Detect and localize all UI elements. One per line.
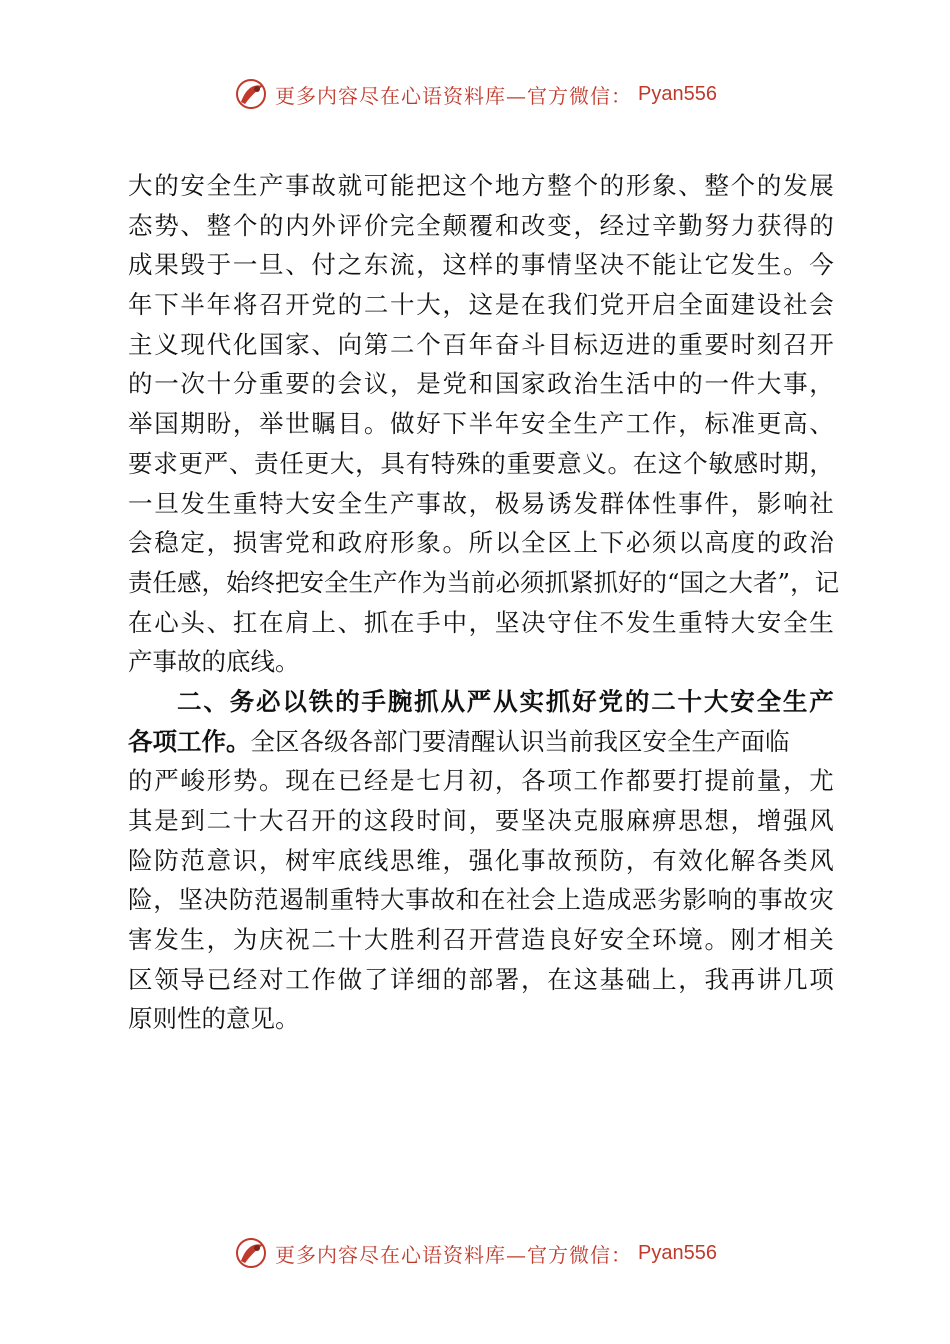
section-heading-continuation (128, 722, 834, 762)
text-line: 一 旦 发 生 重 特 大 安 全 生 产 事 故 ， 极 易 诱 发 群 体 性 事 件 ， 影 响 社 (128, 488, 834, 518)
text-line: 举 国 期 盼 ， 举 世 瞩 目 。 做 好 下 半 年 安 全 生 产 工 作 ， 标 准 更 高 、 (128, 409, 834, 439)
text-line: 成 果 毁 于 一 旦 、 付 之 东 流 ， 这 样 的 事 情 坚 决 不 能 让 它 发 生 。 今 (128, 250, 834, 280)
header-wechat-id: Pyan556 (638, 82, 717, 105)
footer-promo-text: 更多内容尽在心语资料库—官方微信： (275, 1242, 633, 1267)
text-line: 大 的 安 全 生 产 事 故 就 可 能 把 这 个 地 方 整 个 的 形 象 、 整 个 的 发 展 (128, 171, 834, 200)
text-line: 区 领 导 已 经 对 工 作 做 了 详 细 的 部 署 ， 在 这 基 础 上 ， 我 再 讲 几 项 (128, 964, 834, 994)
text-line: 要 求 更 严 、 责 任 更 大 ， 具 有 特 殊 的 重 要 意 义 。 在 这 个 敏 感 时 期 ， (128, 448, 834, 478)
text-line: 会 稳 定 ， 损 害 党 和 政 府 形 象 。 所 以 全 区 上 下 必 须 以 高 度 的 政 治 (128, 528, 834, 558)
brand-logo-icon (233, 1235, 269, 1271)
section-heading: 二 、 务 必 以 铁 的 手 腕 抓 从 严 从 实 抓 好 党 的 二 十 大 安 全 生 产 (177, 686, 834, 716)
paragraph-start: 全区各级各部门要清醒认识当前我区安全生产面临 (250, 726, 790, 756)
text-line: 年 下 半 年 将 召 开 党 的 二 十 大 ， 这 是 在 我 们 党 开 启 全 面 建 设 社 会 (128, 290, 834, 320)
text-line: 主 义 现 代 化 国 家 、 向 第 二 个 百 年 奋 斗 目 标 迈 进 的 重 要 时 刻 召 开 (128, 329, 834, 359)
text-line: 原则性的意见。 (128, 1004, 300, 1034)
footer-watermark (0, 1233, 950, 1273)
text-line: 态 势 、 整 个 的 内 外 评 价 完 全 颠 覆 和 改 变 ， 经 过 辛 勤 努 力 获 得 的 (128, 210, 834, 240)
header-promo-text: 更多内容尽在心语资料库—官方微信： (275, 83, 633, 108)
brand-logo-icon (233, 76, 269, 112)
header-watermark (0, 74, 950, 114)
text-line: 在 心 头 、 扛 在 肩 上 、 抓 在 手 中 ， 坚 决 守 住 不 发 生 重 特 大 安 全 生 (128, 607, 834, 637)
document-body (128, 166, 840, 1039)
section-heading-tail: 各项工作。 (128, 726, 251, 756)
text-line: 害 发 生 ， 为 庆 祝 二 十 大 胜 利 召 开 营 造 良 好 安 全 环 境 。 刚 才 相 关 (128, 925, 834, 955)
text-line: 责 任 感 ， 始 终 把 安 全 生 产 作 为 当 前 必 须 抓 紧 抓 好 的 “ 国 之 大 者 ” ， 记 (128, 567, 840, 597)
text-line: 的 一 次 十 分 重 要 的 会 议 ， 是 党 和 国 家 政 治 生 活 中 的 一 件 大 事 ， (128, 369, 834, 399)
text-line: 产事故的底线。 (128, 647, 300, 677)
footer-wechat-id: Pyan556 (638, 1241, 717, 1264)
text-line: 险 防 范 意 识 ， 树 牢 底 线 思 维 ， 强 化 事 故 预 防 ， 有 效 化 解 各 类 风 (128, 845, 834, 875)
text-line: 其 是 到 二 十 大 召 开 的 这 段 时 间 ， 要 坚 决 克 服 麻 痹 思 想 ， 增 强 风 (128, 806, 834, 835)
text-line: 险 ， 坚 决 防 范 遏 制 重 特 大 事 故 和 在 社 会 上 造 成 恶 劣 影 响 的 事 故 灾 (128, 885, 834, 915)
text-line: 的 严 峻 形 势 。 现 在 已 经 是 七 月 初 ， 各 项 工 作 都 要 打 提 前 量 ， 尤 (128, 766, 834, 796)
